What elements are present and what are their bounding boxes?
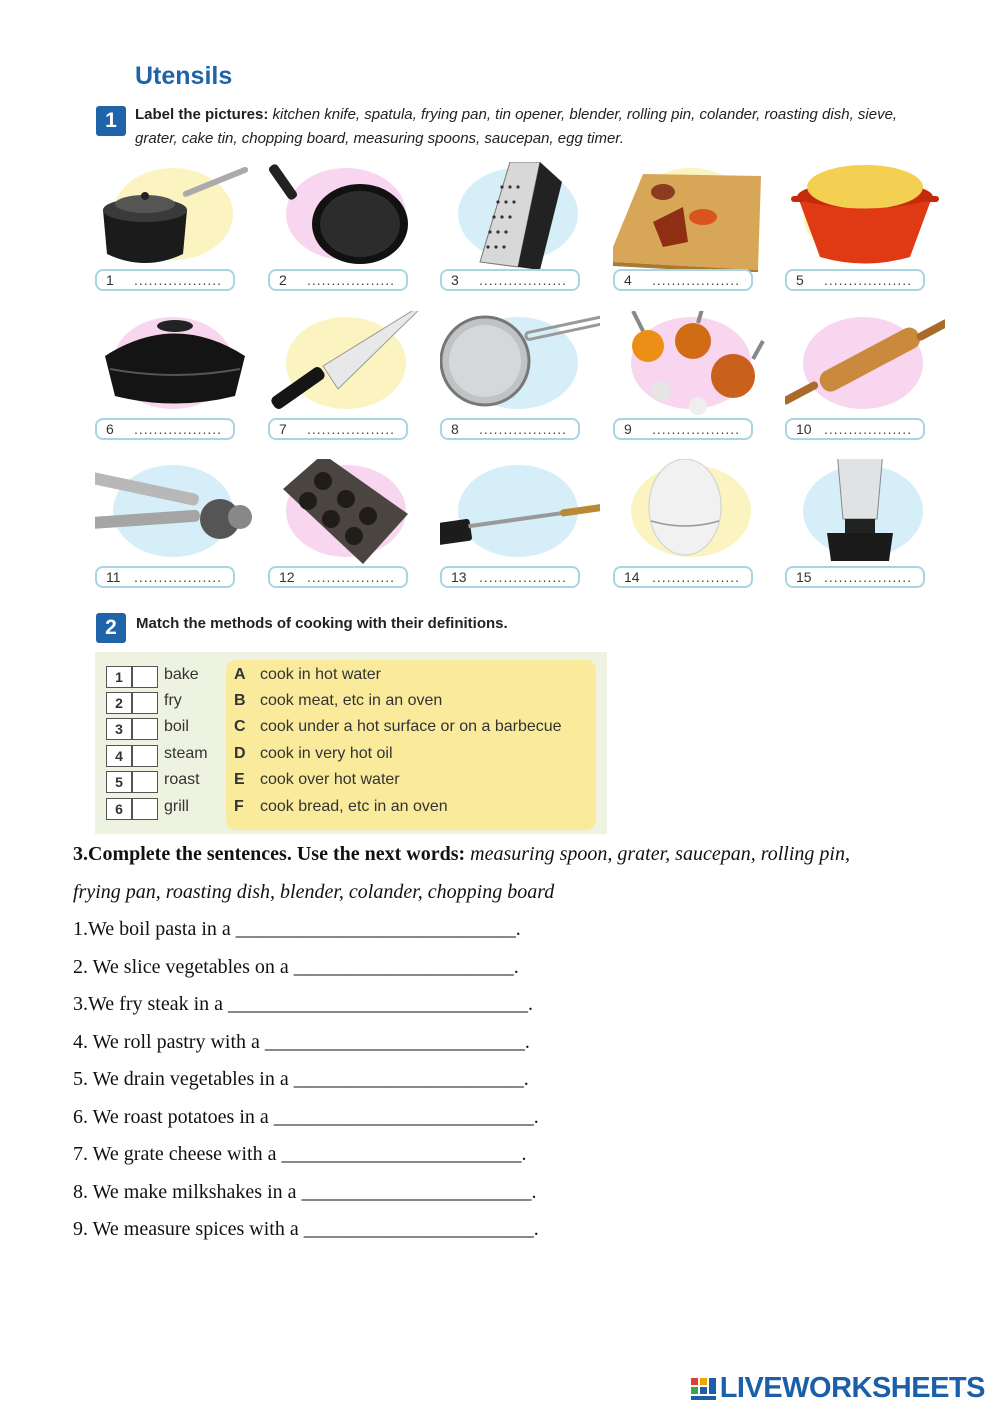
- picture-cell: [785, 459, 930, 594]
- measuring-spoons-picture: [613, 311, 773, 421]
- kitchen-knife-picture: [268, 311, 428, 421]
- sentence[interactable]: 4. We roll pastry with a __________________________.: [73, 1031, 530, 1053]
- picture-cell: [785, 311, 930, 446]
- picture-cell: [785, 162, 930, 297]
- answer-field[interactable]: 11 ..................: [95, 566, 235, 588]
- exercise-2-instruction: Match the methods of cooking with their definitions.: [136, 615, 508, 632]
- picture-cell: [440, 162, 585, 297]
- answer-field[interactable]: 3 ..................: [440, 269, 580, 291]
- answer-field[interactable]: 7 ..................: [268, 418, 408, 440]
- picture-cell: [268, 311, 413, 446]
- exercise-1-lead: Label the pictures:: [135, 106, 269, 123]
- liveworksheets-logo-icon: [691, 1376, 717, 1402]
- match-answer-box[interactable]: [132, 718, 158, 740]
- answer-field[interactable]: 8 ..................: [440, 418, 580, 440]
- liveworksheets-logo: [691, 1372, 985, 1405]
- picture-cell: [268, 162, 413, 297]
- picture-cell: [613, 459, 758, 594]
- sentence[interactable]: 5. We drain vegetables in a _______________________.: [73, 1068, 529, 1090]
- colander-picture: [785, 162, 945, 272]
- answer-field[interactable]: 6 ..................: [95, 418, 235, 440]
- sentence[interactable]: 6. We roast potatoes in a __________________________.: [73, 1106, 539, 1128]
- sentence[interactable]: 7. We grate cheese with a ________________________.: [73, 1143, 527, 1165]
- match-answer-box[interactable]: [132, 798, 158, 820]
- answer-field[interactable]: 13 ..................: [440, 566, 580, 588]
- sieve-picture: [440, 311, 600, 421]
- answer-field[interactable]: 10 ..................: [785, 418, 925, 440]
- frying-pan-picture: [268, 162, 428, 272]
- exercise-3-words-line-1: measuring spoon, grater, saucepan, rolling pin,: [470, 843, 850, 865]
- sentence[interactable]: 3.We fry steak in a ______________________________.: [73, 993, 533, 1015]
- exercise-3-instruction: [73, 843, 850, 866]
- picture-cell: [440, 459, 585, 594]
- answer-field[interactable]: 15 ..................: [785, 566, 925, 588]
- grater-picture: [440, 162, 600, 272]
- sentence[interactable]: 8. We make milkshakes in a _______________________.: [73, 1181, 537, 1203]
- answer-field[interactable]: 2 ..................: [268, 269, 408, 291]
- exercise-1-word-list: kitchen knife, spatula, frying pan, tin opener, blender, rolling pin, colander, roasting dish, sieve, grater, cake tin, chopping board, measuring spoons, saucepan, egg timer.: [135, 106, 898, 147]
- exercise-2-number: 2: [96, 613, 126, 643]
- page-title: Utensils: [135, 62, 233, 90]
- match-answer-box[interactable]: [132, 771, 158, 793]
- picture-cell: [613, 311, 758, 446]
- chopping-board-picture: [613, 162, 773, 272]
- exercise-1-number: 1: [96, 106, 126, 136]
- picture-cell: [268, 459, 413, 594]
- answer-field[interactable]: 12 ..................: [268, 566, 408, 588]
- sentence[interactable]: 2. We slice vegetables on a ______________________.: [73, 956, 519, 978]
- answer-field[interactable]: 1 ..................: [95, 269, 235, 291]
- answer-field[interactable]: 14 ..................: [613, 566, 753, 588]
- tin-opener-picture: [95, 459, 255, 569]
- match-answer-box[interactable]: [132, 745, 158, 767]
- match-answer-box[interactable]: [132, 692, 158, 714]
- logo-text: LIVEWORKSHEETS: [719, 1372, 985, 1404]
- picture-cell: [95, 311, 240, 446]
- picture-cell: [613, 162, 758, 297]
- roasting-dish-picture: [95, 311, 255, 421]
- answer-field[interactable]: 9 ..................: [613, 418, 753, 440]
- exercise-1-instruction: [135, 103, 910, 151]
- saucepan-picture: [95, 162, 255, 272]
- sentence[interactable]: 1.We boil pasta in a ____________________________.: [73, 918, 521, 940]
- exercise-3-words-line-2: frying pan, roasting dish, blender, colander, chopping board: [73, 881, 555, 903]
- answer-field[interactable]: 5 ..................: [785, 269, 925, 291]
- picture-cell: [440, 311, 585, 446]
- rolling-pin-picture: [785, 311, 945, 421]
- blender-picture: [785, 459, 945, 569]
- cake-tin-picture: [268, 459, 428, 569]
- egg-timer-picture: [613, 459, 773, 569]
- exercise-3-lead: 3.Complete the sentences. Use the next words:: [73, 843, 466, 865]
- sentence[interactable]: 9. We measure spices with a _______________________.: [73, 1218, 539, 1240]
- picture-cell: [95, 459, 240, 594]
- match-answer-box[interactable]: [132, 666, 158, 688]
- picture-cell: [95, 162, 240, 297]
- answer-field[interactable]: 4 ..................: [613, 269, 753, 291]
- spatula-picture: [440, 459, 600, 569]
